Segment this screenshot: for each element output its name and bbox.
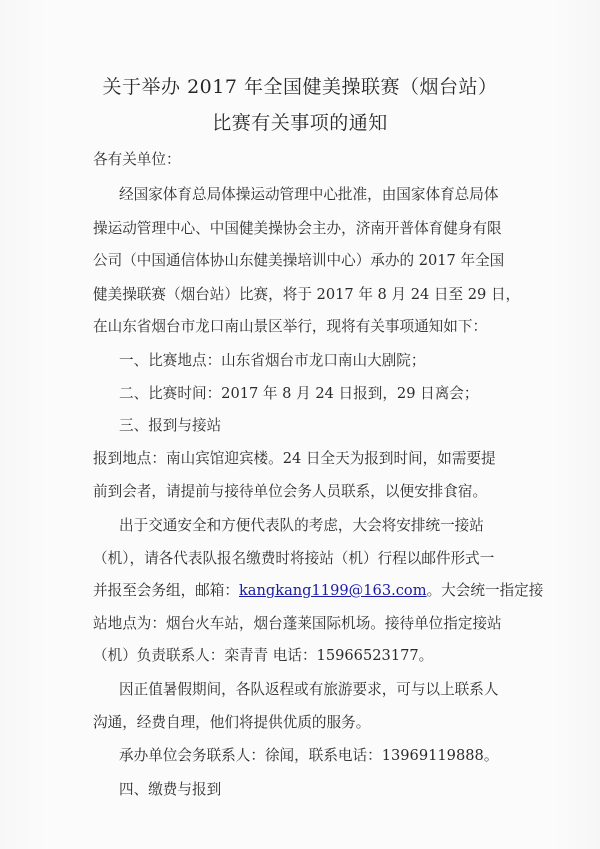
paragraph-line: 在山东省烟台市龙口南山景区举行，现将有关事项通知如下： bbox=[93, 318, 488, 335]
email-trailing-text: 。大会统一指定接 bbox=[426, 582, 544, 599]
paragraph-line: 经国家体育总局体操运动管理中心批准，由国家体育总局体 bbox=[119, 186, 499, 203]
notice-title-line2: 比赛有关事项的通知 bbox=[212, 112, 388, 134]
paragraph-line: 公司（中国通信体协山东健美操培训中心）承办的 2017 年全国 bbox=[93, 252, 505, 269]
notice-title-line1: 关于举办 2017 年全国健美操联赛（烟台站） bbox=[102, 76, 498, 98]
paragraph-line: 健美操联赛（烟台站）比赛，将于 2017 年 8 月 24 日至 29 日， bbox=[93, 286, 521, 303]
item-venue: 一、比赛地点：山东省烟台市龙口南山大剧院； bbox=[119, 352, 426, 369]
paragraph-line: 站地点为：烟台火车站，烟台蓬莱国际机场。接待单位指定接站 bbox=[93, 615, 502, 632]
paragraph-line: （机），请各代表队报名缴费时将接站（机）行程以邮件形式一 bbox=[93, 550, 495, 567]
section-heading-registration: 三、报到与接站 bbox=[119, 417, 222, 434]
paragraph-line: 操运动管理中心、中国健美操协会主办，济南开普体育健身有限 bbox=[93, 220, 502, 237]
email-label-text: 并报至会务组，邮箱： bbox=[93, 582, 239, 599]
paragraph-line: 沟通，经费自理，他们将提供优质的服务。 bbox=[93, 714, 371, 731]
item-time: 二、比赛时间：2017 年 8 月 24 日报到，29 日离会； bbox=[119, 385, 479, 402]
paragraph-line: 因正值暑假期间，各队返程或有旅游要求，可与以上联系人 bbox=[119, 681, 499, 698]
email-address: kangkang1199@163.com bbox=[238, 582, 427, 599]
paragraph-line: （机）负责联系人：栾青青 电话：15966523177。 bbox=[93, 647, 434, 664]
salutation: 各有关单位： bbox=[93, 151, 181, 168]
paragraph-line: 前到会者，请提前与接待单位会务人员联系，以便安排食宿。 bbox=[93, 483, 488, 500]
section-heading-fees: 四、缴费与报到 bbox=[119, 781, 222, 798]
paragraph-line-with-email bbox=[93, 581, 543, 601]
organizer-contact: 承办单位会务联系人：徐闻，联系电话：13969119888。 bbox=[119, 747, 499, 764]
paragraph-line: 报到地点：南山宾馆迎宾楼。24 日全天为报到时间，如需要提 bbox=[93, 450, 496, 467]
paragraph-line: 出于交通安全和方便代表队的考虑，大会将安排统一接站 bbox=[119, 517, 484, 534]
